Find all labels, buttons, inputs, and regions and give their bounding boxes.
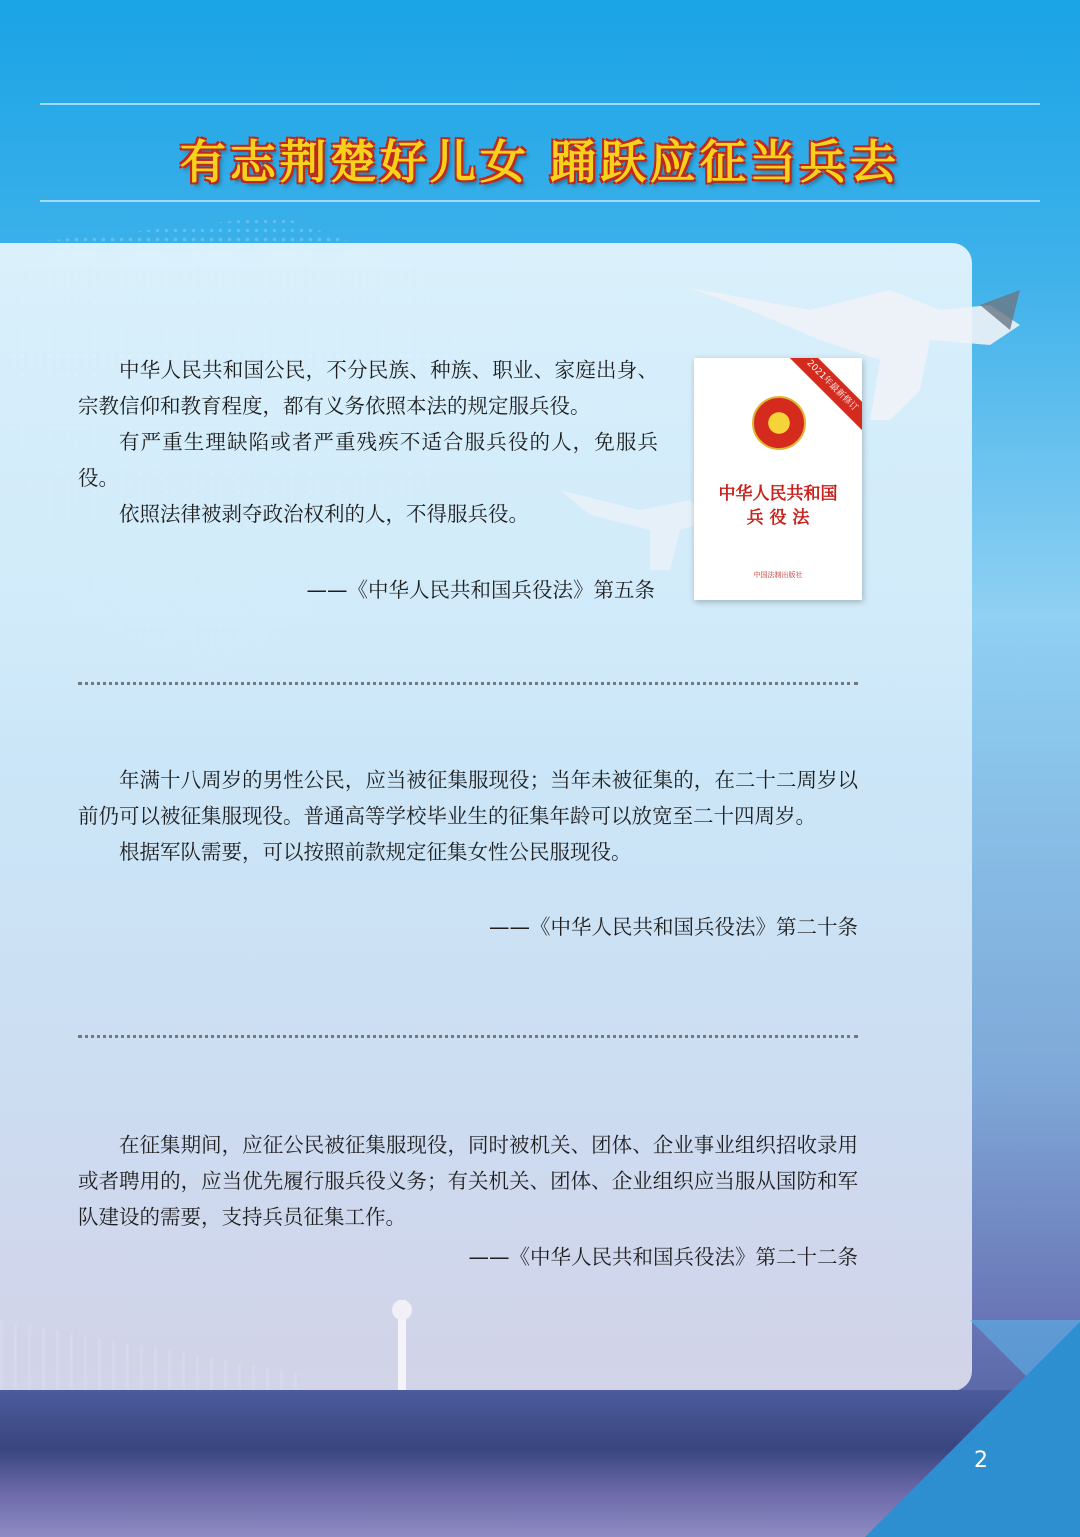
page-title: 有志荆楚好儿女 踊跃应征当兵去 [179, 135, 900, 189]
book-publisher: 中国法制出版社 [753, 571, 803, 579]
paragraph: 中华人民共和国公民，不分民族、种族、职业、家庭出身、宗教信仰和教育程度，都有义务依照本法的规定服兵役。 [78, 358, 658, 418]
article-20-text [78, 762, 858, 870]
edition-ribbon: 2021年最新修订 [783, 358, 862, 435]
corner-decoration [865, 1322, 1080, 1537]
book-title-line: 中华人民共和国 [718, 484, 838, 504]
article-20-source: ——《中华人民共和国兵役法》第二十条 [489, 915, 858, 939]
article-22-text [78, 1127, 858, 1235]
article-5-text [78, 352, 658, 532]
paragraph: 根据军队需要，可以按照前款规定征集女性公民服现役。 [119, 840, 632, 864]
paragraph: 依照法律被剥夺政治权利的人，不得服兵役。 [119, 502, 529, 526]
book-cover [694, 358, 862, 600]
paragraph: 年满十八周岁的男性公民，应当被征集服现役；当年未被征集的，在二十二周岁以前仍可以被征集服现役。普通高等学校毕业生的征集年龄可以放宽至二十四周岁。 [78, 768, 858, 828]
article-5-source: ——《中华人民共和国兵役法》第五条 [306, 578, 655, 602]
paragraph: 有严重生理缺陷或者严重残疾不适合服兵役的人，免服兵役。 [78, 430, 658, 490]
book-title [694, 482, 862, 530]
book-title-line: 兵 役 法 [746, 508, 810, 528]
section-divider [78, 682, 858, 685]
page-number: 2 [974, 1448, 988, 1473]
tv-tower-top [392, 1300, 412, 1320]
section-divider [78, 1035, 858, 1038]
national-emblem-icon [752, 396, 806, 450]
article-22-source: ——《中华人民共和国兵役法》第二十二条 [468, 1245, 858, 1269]
paragraph: 在征集期间，应征公民被征集服现役，同时被机关、团体、企业事业组织招收录用或者聘用的，应当优先履行服兵役义务；有关机关、团体、企业组织应当服从国防和军队建设的需要，支持兵员征集工作。 [78, 1133, 858, 1229]
